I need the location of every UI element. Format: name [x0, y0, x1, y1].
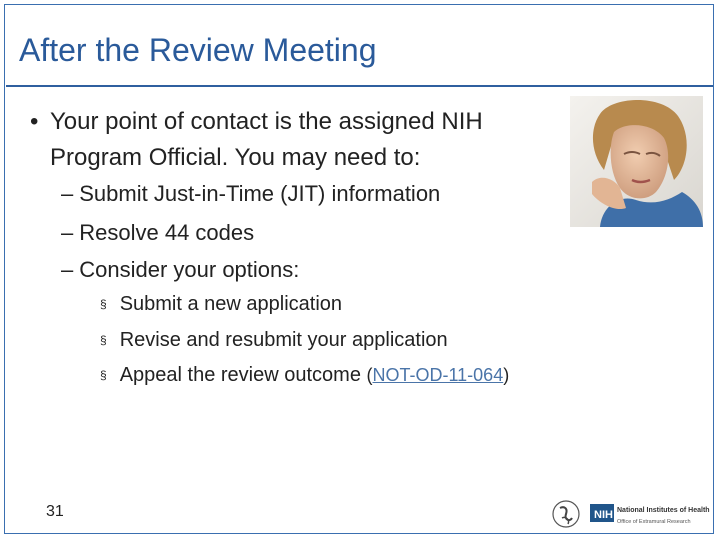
option-item: [100, 329, 448, 352]
svg-text:Office of Extramural Research: Office of Extramural Research: [617, 519, 691, 525]
footer-logos: [550, 496, 710, 532]
dash-icon: –: [61, 220, 74, 245]
sub-item-text: Consider your options:: [79, 257, 300, 282]
main-bullet: [30, 104, 570, 176]
main-bullet-line-1: Your point of contact is the assigned NIH: [50, 108, 483, 135]
option-text: Submit a new application: [119, 293, 343, 315]
sub-item-text: Resolve 44 codes: [79, 220, 255, 245]
dash-icon: –: [61, 181, 74, 206]
title-divider: [6, 85, 713, 87]
sub-item: [61, 220, 254, 246]
option-text: Revise and resubmit your application: [119, 329, 448, 351]
sub-item-text: Submit Just-in-Time (JIT) information: [79, 181, 441, 206]
svg-text:National Institutes of Health: National Institutes of Health: [617, 507, 710, 514]
option-item: [100, 293, 342, 316]
section-sign-bullet-icon: §: [100, 297, 107, 311]
section-sign-bullet-icon: §: [100, 333, 107, 347]
section-sign-bullet-icon: §: [100, 368, 107, 382]
sub-item: [61, 181, 440, 207]
dash-icon: –: [61, 257, 74, 282]
hhs-eagle-logo-icon: [553, 501, 579, 527]
svg-text:NIH: NIH: [594, 509, 613, 521]
sub-item: [61, 257, 299, 283]
not-od-11-064-link[interactable]: NOT-OD-11-064: [372, 365, 504, 385]
woman-reading-photo: [570, 96, 703, 227]
slide-title: After the Review Meeting: [19, 32, 377, 68]
page-number: 31: [46, 503, 64, 520]
option-item: § Appeal the review outcome (NOT-OD-11-064): [100, 364, 510, 386]
option-text: Appeal the review outcome: [119, 364, 361, 386]
bullet-dot-icon: •: [30, 108, 39, 135]
main-bullet-line-2: Program Official. You may need to:: [50, 144, 421, 171]
